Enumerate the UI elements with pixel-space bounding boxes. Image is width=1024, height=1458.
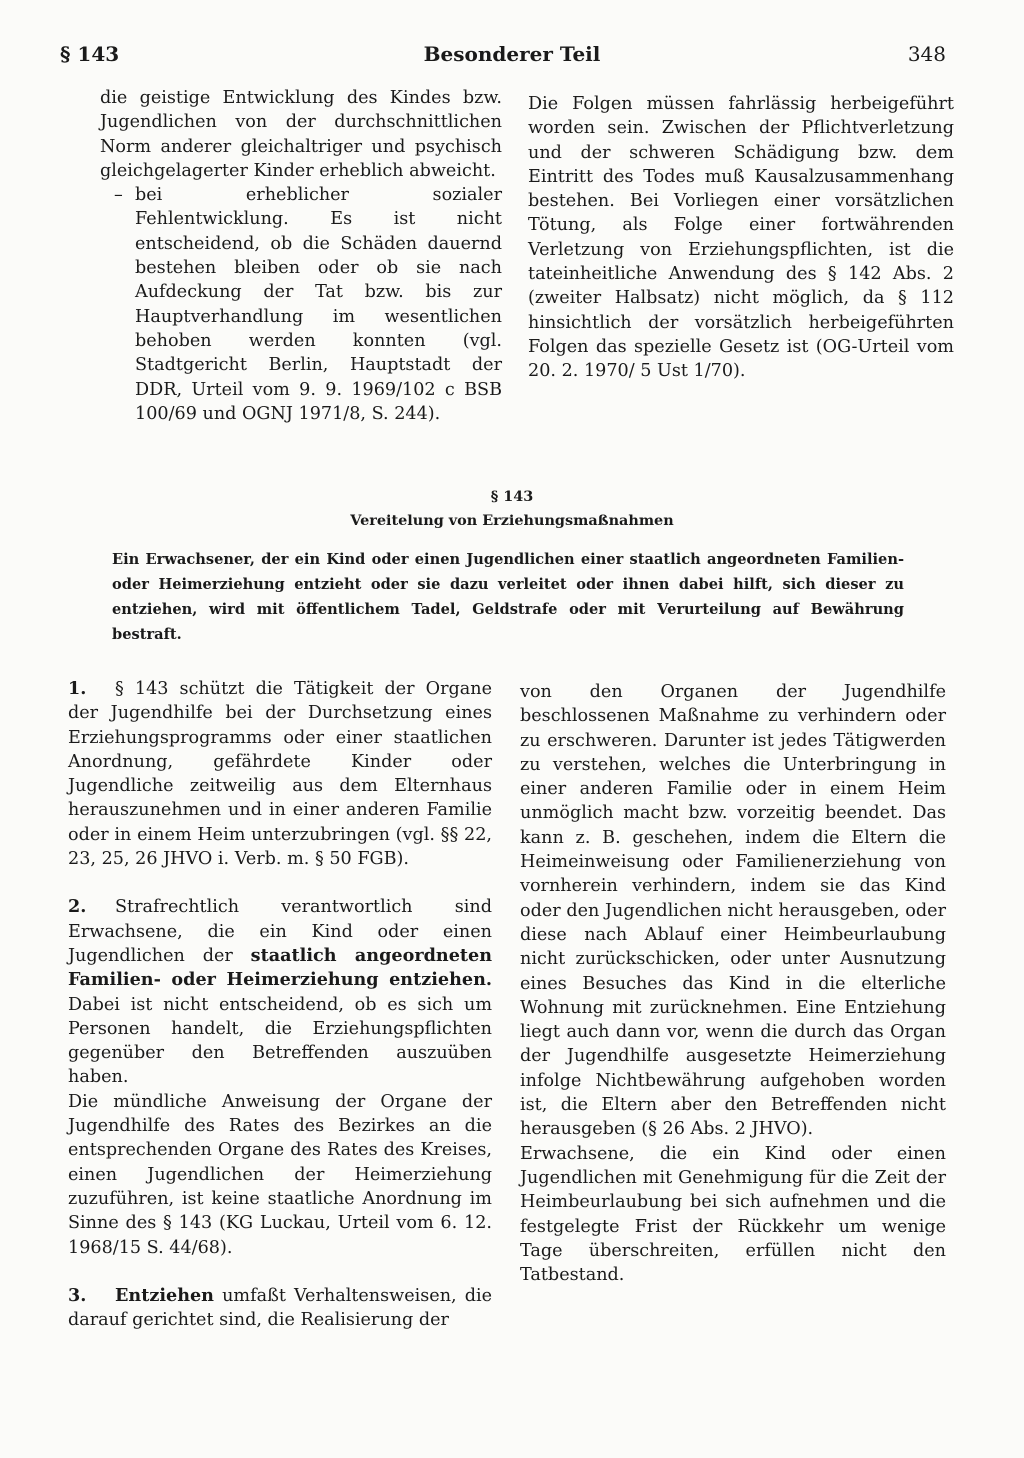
paragraph-number: 1.: [68, 678, 87, 699]
paragraph-text: Strafrechtlich verantwortlich sind Erwachsene, die ein Kind oder einen Jugendlichen der: [68, 897, 492, 966]
paragraph-text: umfaßt Verhaltensweisen, die darauf gerichtet sind, die Realisierung der: [68, 1285, 492, 1331]
page-number: 348: [907, 42, 946, 66]
commentary-right-column: [520, 680, 946, 1287]
paragraph-number: 2.: [68, 896, 87, 918]
commentary-paragraph-1: [68, 677, 492, 871]
paragraph-text: § 143 schützt die Tätigkeit der Organe der Jugendhilfe bei der Durchsetzung eines Erziehungsprogramms oder einer staatlichen Anordnung, gefährdete Kinder oder Jugendliche zeitweilig aus dem Elternhaus herauszunehmen und in einer anderen Familie oder in einem Heim unterzubringen (vgl. §§ 22, 23, 25, 26 JHVO i. Verb. m. § 50 FGB).: [68, 679, 492, 870]
commentary-paragraph-3: [68, 1284, 492, 1333]
section-title: Vereitelung von Erziehungsmaßnahmen: [350, 512, 674, 529]
commentary-paragraph-3-continued: von den Organen der Jugendhilfe beschlossenen Maßnahme zu verhindern oder zu erschweren. Darunter ist jedes Tätigwerden zu verstehen, welches die Unterbringung in einer anderen Familie oder in einem Heim unmöglich macht bzw. vorzeitig beendet. Das kann z. B. geschehen, indem die Eltern die Heimeinweisung oder Familienerziehung von vornherein verhindern, indem sie das Kind oder den Jugendlichen nicht herausgeben, oder diese nach Ablauf einer Heimbeurlaubung nicht zurückschicken, oder unter Ausnutzung eines Besuches das Kind in die elterliche Wohnung mit zurücknehmen. Eine Entziehung liegt auch dann vor, wenn die durch das Organ der Jugendhilfe ausgesetzte Heimerziehung infolge Nichtbewährung aufgehoben worden ist, die Eltern aber den Betreffenden nicht herausgeben (§ 26 Abs. 2 JHVO).: [520, 682, 946, 1140]
commentary-left-column: [68, 677, 492, 1332]
paragraph-number: 3.: [68, 1284, 87, 1306]
commentary-paragraph-3-final: Erwachsene, die ein Kind oder einen Jugendlichen mit Genehmigung für die Zeit der Heimbeurlaubung bei sich aufnehmen und die festgelegte Frist der Rückkehr um wenige Tage überschreiten, erfüllen nicht den Tatbestand.: [520, 1143, 946, 1286]
paragraph-text: Dabei ist nicht entscheidend, ob es sich um Personen handelt, die Erziehungspflichten gegenüber den Betreffenden auszuüben haben.: [68, 994, 492, 1088]
commentary-paragraph-2-continued: Die mündliche Anweisung der Organe der Jugendhilfe des Rates des Bezirkes an die entsprechenden Organe des Rates des Kreises, einen Jugendlichen der Heimerziehung zuzuführen, ist keine staatliche Anordnung im Sinne des § 143 (KG Luckau, Urteil vom 6. 12. 1968/15 S. 44/68).: [68, 1091, 492, 1258]
top-right-column: [528, 92, 954, 384]
statute-text: Ein Erwachsener, der ein Kind oder einen Jugendlichen einer staatlich angeordneten Familien- oder Heimerziehung entzieht oder sie dazu verleitet oder ihnen dabei hilft, sich dieser zu entziehen, wird mit öffentlichem Tadel, Geldstrafe oder mit Verurteilung auf Bewährung bestraft.: [112, 551, 904, 643]
header-title: Besonderer Teil: [423, 42, 601, 66]
dash-list-item: [100, 183, 502, 426]
top-left-column: [100, 86, 502, 426]
continuation-paragraph-right: Die Folgen müssen fahrlässig herbeigeführt worden sein. Zwischen der Pflichtverletzung und der schweren Schädigung bzw. dem Eintritt des Todes muß Kausalzusammenhang bestehen. Bei Vorliegen einer vorsätzlichen Tötung, als Folge einer fortwährenden Verletzung von Erziehungspflichten, ist die tateinheitliche Anwendung des § 142 Abs. 2 (zweiter Halbsatz) nicht möglich, da § 112 hinsichtlich der vorsätzlich herbeigeführten Folgen das spezielle Gesetz ist (OG-Urteil vom 20. 2. 1970/ 5 Ust 1/70).: [528, 94, 954, 382]
header-section-number: § 143: [60, 42, 120, 66]
continuation-paragraph: die geistige Entwicklung des Kindes bzw. Jugendlichen von der durchschnittlichen Norm anderer gleichaltriger und psychisch gleichgelagerter Kinder erheblich abweicht.: [100, 88, 502, 181]
commentary-paragraph-2: [68, 895, 492, 1089]
emphasized-text: staatlich angeordneten Familien- oder Heimerziehung entziehen.: [68, 944, 492, 991]
dash-list-text: bei erheblicher sozialer Fehlentwicklung. Es ist nicht entscheidend, ob die Schäden dauernd bestehen bleiben oder ob sie nach Aufdeckung der Tat bzw. bis zur Hauptverhandlung im wesentlichen behoben werden konnten (vgl. Stadtgericht Berlin, Hauptstadt der DDR, Urteil vom 9. 9. 1969/102 c BSB 100/69 und OGNJ 1971/8, S. 244).: [135, 185, 502, 424]
section-number: § 143: [490, 488, 534, 505]
emphasized-text: Entziehen: [115, 1284, 214, 1306]
dash-marker: –: [114, 185, 123, 206]
